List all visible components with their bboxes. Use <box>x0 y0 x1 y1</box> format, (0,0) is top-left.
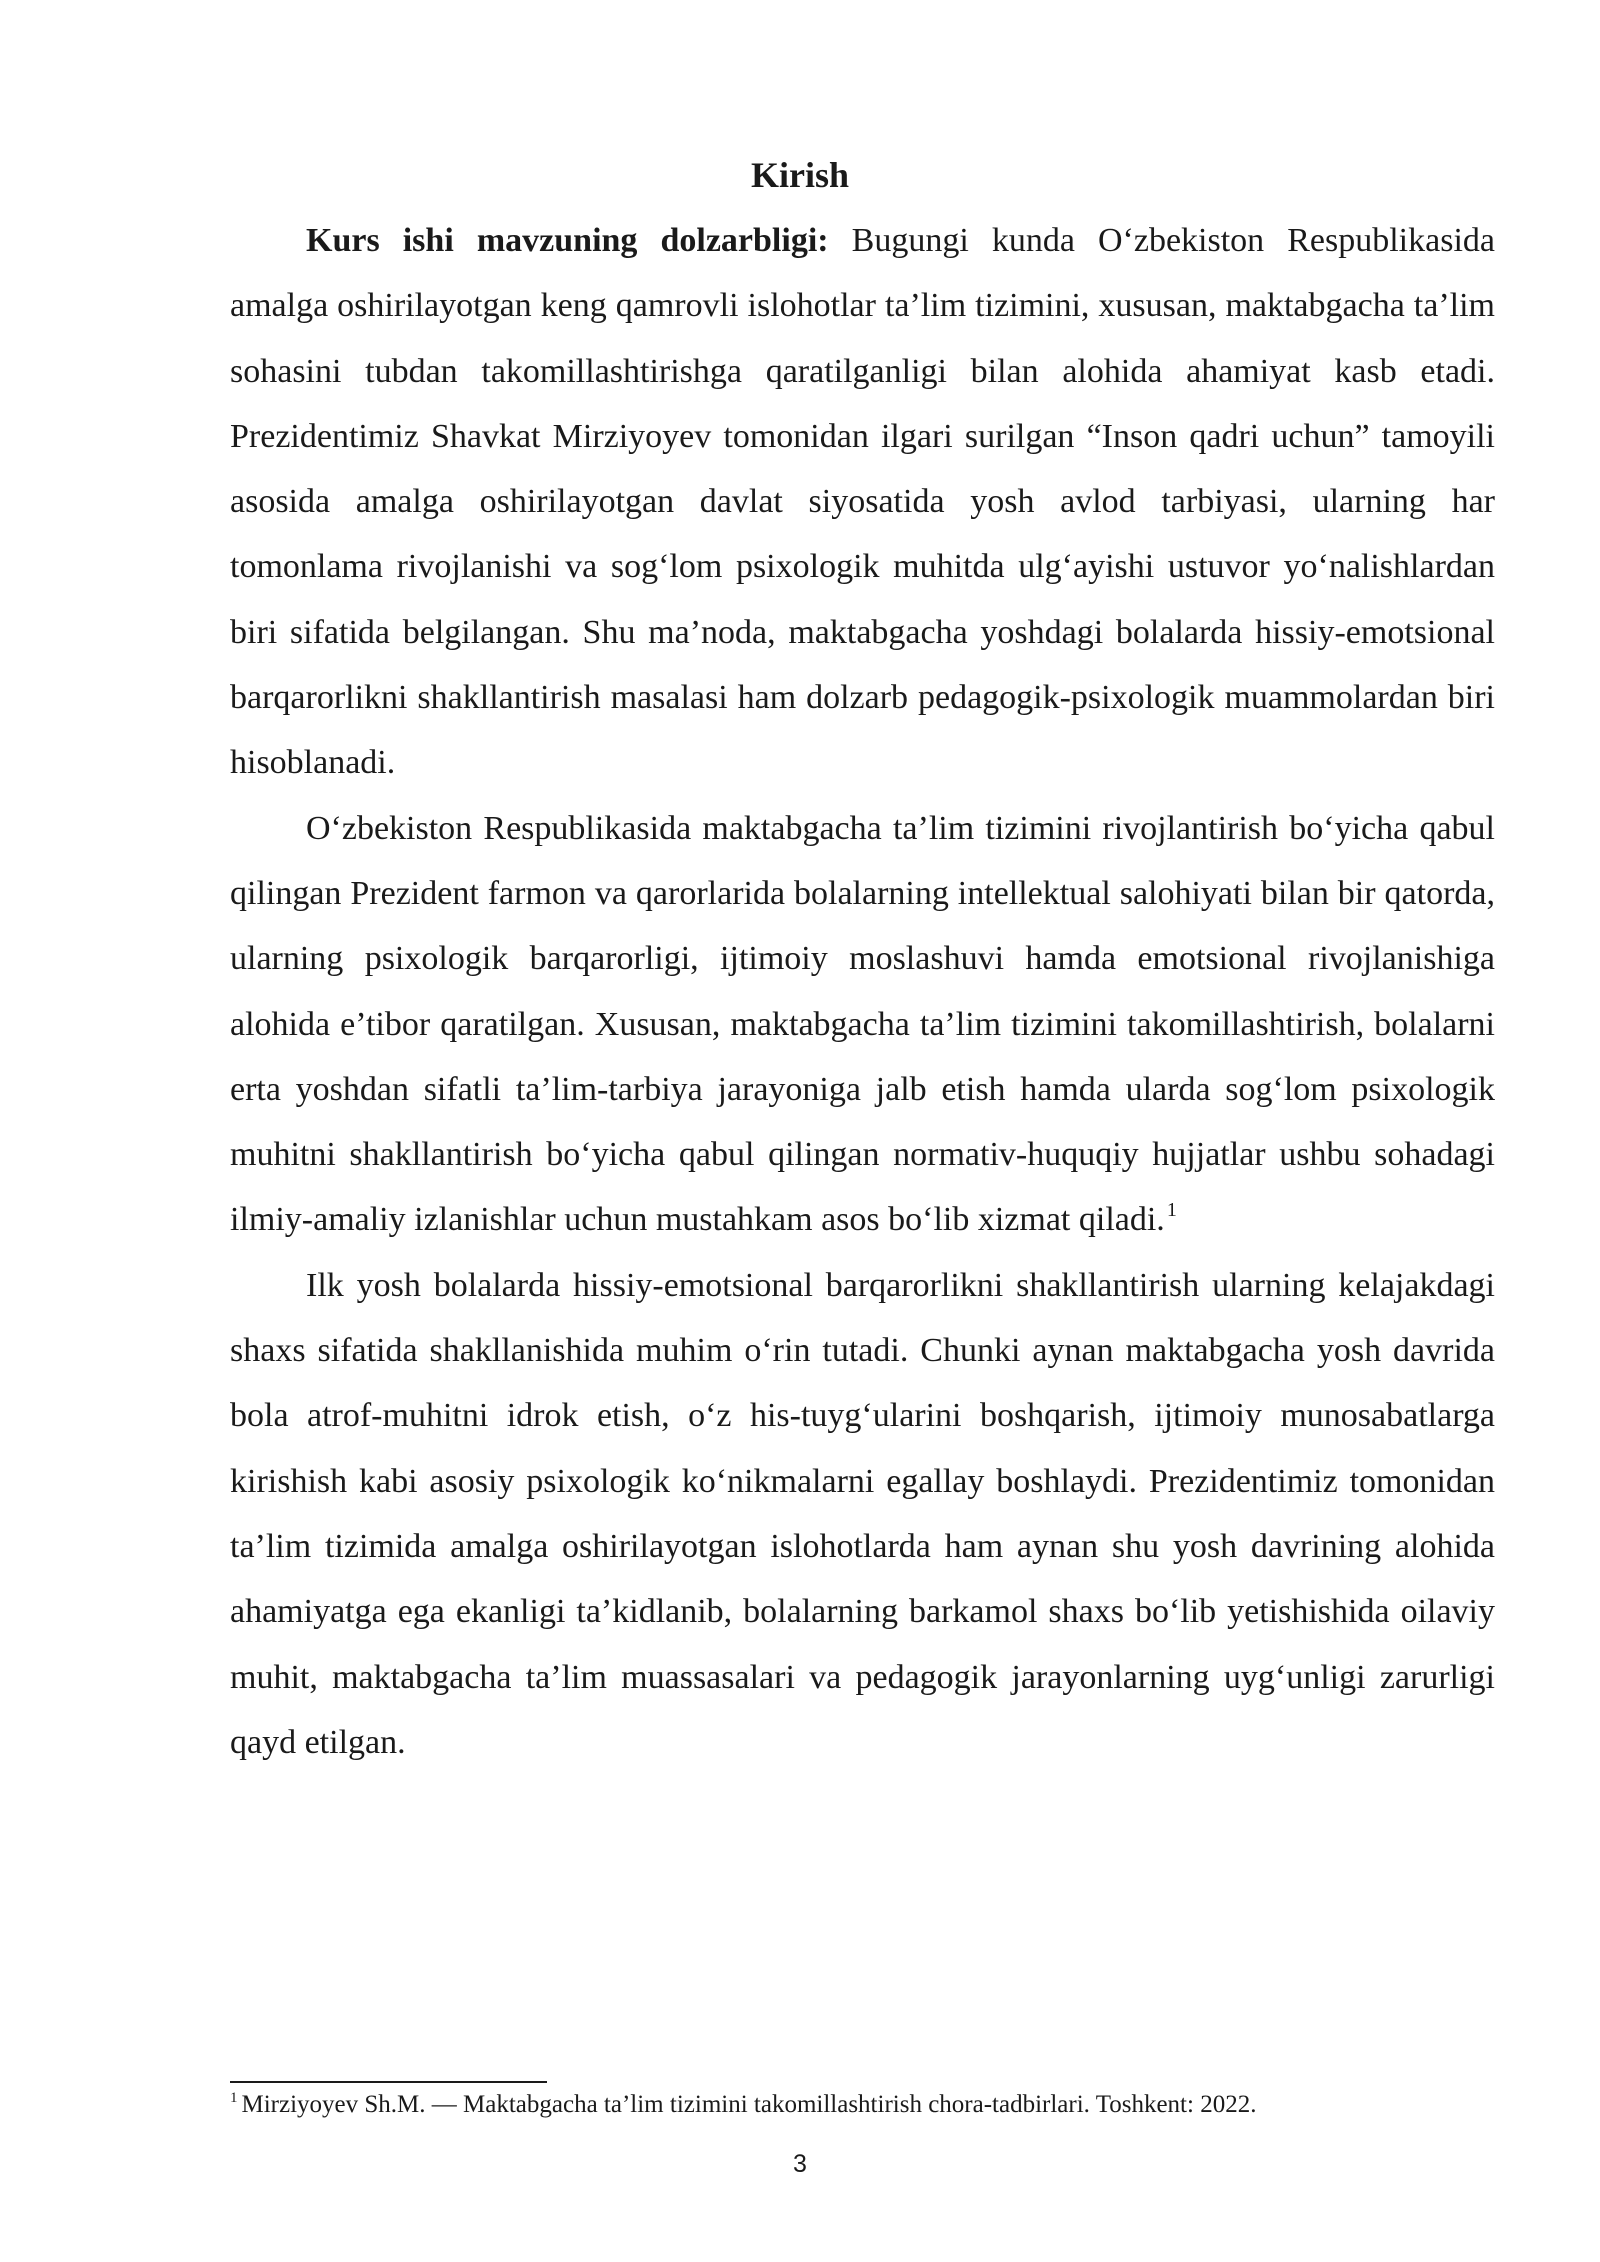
paragraph-text: Ilk yosh bolalarda hissiy-emotsional barqarorlikni shakllantirish ularning kelajakdagi shaxs sifatida shakllanishida muhim o‘rin tutadi. Chunki aynan maktabgacha yosh davrida bola atrof-muhitni idrok etish, o‘z his-tuyg‘ularini boshqarish, ijtimoiy munosabatlarga kirishish kabi asosiy psixologik ko‘nikmalarni egallay boshlaydi. Prezidentimiz tomonidan ta’lim tizimida amalga oshirilayotgan islohotlarda ham aynan shu yosh davrining alohida ahamiyatga ega ekanligi ta’kidlanib, bolalarning barkamol shaxs bo‘lib yetishishida oilaviy muhit, maktabgacha ta’lim muassasalari va pedagogik jarayonlarning uyg‘unligi zarurligi qayd etilgan. <box>230 1266 1495 1761</box>
page-number: 3 <box>793 2150 807 2178</box>
paragraph-text: Bugungi kunda O‘zbekiston Respublikasida amalga oshirilayotgan keng qamrovli islohotlar ta’lim tizimini, xususan, maktabgacha ta’lim sohasini tubdan takomillashtirishga qaratilganligi bilan alohida ahamiyat kasb etadi. Prezidentimiz Shavkat Mirziyoyev tomonidan ilgari surilgan “Inson qadri uchun” tamoyili asosida amalga oshirilayotgan davlat siyosatida yosh avlod tarbiyasi, ularning har tomonlama rivojlanishi va sog‘lom psixologik muhitda ulg‘ayishi ustuvor yo‘nalishlardan biri sifatida belgilangan. Shu ma’noda, maktabgacha yoshdagi bolalarda hissiy-emotsional barqarorlikni shakllantirish masalasi ham dolzarb pedagogik-psixologik muammolardan biri hisoblanadi. <box>230 222 1495 782</box>
footnote-marker: 1 <box>230 2090 238 2106</box>
body-text <box>230 208 1495 1775</box>
paragraph-3 <box>230 1253 1495 1775</box>
paragraph-lead: Kurs ishi mavzuning dolzarbligi: <box>306 222 829 259</box>
paragraph-1 <box>230 208 1495 796</box>
section-heading: Kirish <box>750 155 849 195</box>
footnote-separator <box>230 2081 547 2083</box>
footnote-text: Mirziyoyev Sh.M. — Maktabgacha ta’lim tizimini takomillashtirish chora-tadbirlari. Toshkent: 2022. <box>241 2091 1257 2118</box>
paragraph-2 <box>230 796 1495 1253</box>
footnote-reference: 1 <box>1166 1199 1177 1222</box>
paragraph-text: O‘zbekiston Respublikasida maktabgacha ta’lim tizimini rivojlantirish bo‘yicha qabul qilingan Prezident farmon va qarorlarida bolalarning intellektual salohiyati bilan bir qatorda, ularning psixologik barqarorligi, ijtimoiy moslashuvi hamda emotsional rivojlanishiga alohida e’tibor qaratilgan. Xususan, maktabgacha ta’lim tizimini takomillashtirish, bolalarni erta yoshdan sifatli ta’lim-tarbiya jarayoniga jalb etish hamda ularda sog‘lom psixologik muhitni shakllantirish bo‘yicha qabul qilingan normativ-huquqiy hujjatlar ushbu sohadagi ilmiy-amaliy izlanishlar uchun mustahkam asos bo‘lib xizmat qiladi. <box>230 809 1495 1239</box>
footnote <box>230 2088 1495 2122</box>
